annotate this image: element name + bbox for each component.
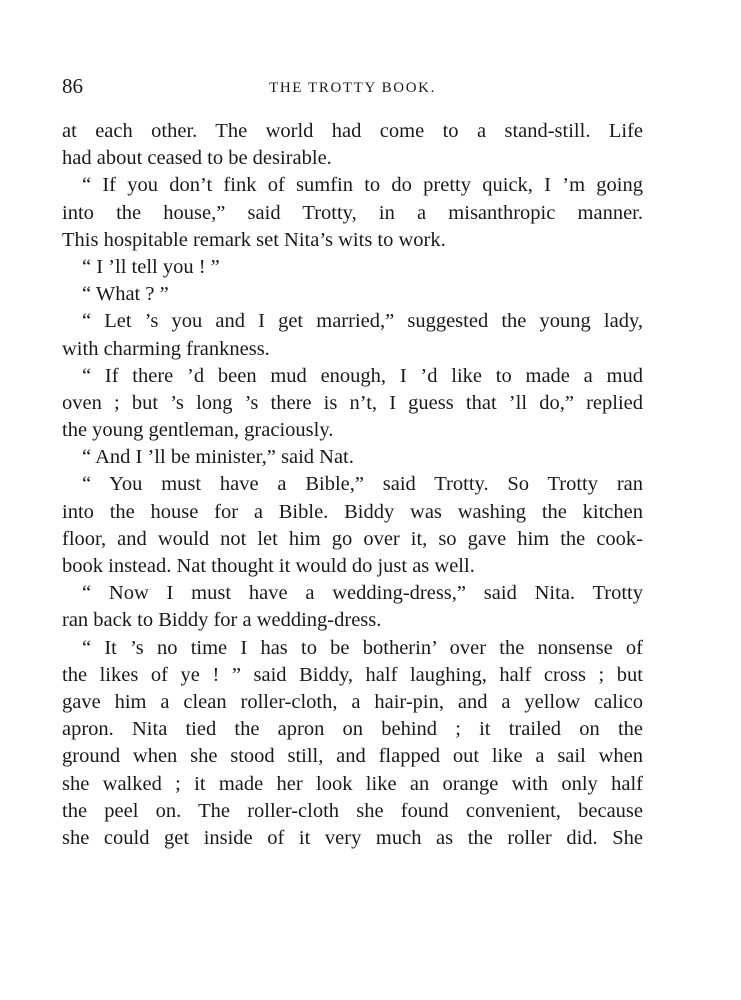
- text-line: she walked ; it made her look like an orange with only half: [62, 772, 643, 795]
- text-line: “ Now I must have a wedding-dress,” said Nita. Trotty: [82, 582, 643, 605]
- text-line: “ If you don’t fink of sumfin to do pretty quick, I ’m going: [82, 174, 643, 197]
- text-line: “ I ’ll tell you ! ”: [82, 255, 220, 278]
- text-line: “ What ? ”: [82, 283, 169, 306]
- text-line: into the house for a Bible. Biddy was washing the kitchen: [62, 500, 643, 523]
- text-line: “ Let ’s you and I get married,” suggested the young lady,: [82, 310, 643, 333]
- text-line: “ It ’s no time I has to be botherin’ over the nonsense of: [82, 636, 643, 659]
- text-line: floor, and would not let him go over it, so gave him the cook-: [62, 527, 643, 550]
- body-text: [62, 118, 643, 852]
- text-line: ran back to Biddy for a wedding-dress.: [62, 609, 382, 632]
- text-line: “ And I ’ll be minister,” said Nat.: [82, 446, 354, 469]
- text-line: with charming frankness.: [62, 337, 270, 360]
- text-line: gave him a clean roller-cloth, a hair-pin, and a yellow calico: [62, 690, 643, 713]
- text-line: This hospitable remark set Nita’s wits to work.: [62, 228, 446, 251]
- page-header: [62, 72, 643, 100]
- text-line: ground when she stood still, and flapped out like a sail when: [62, 745, 643, 768]
- text-line: oven ; but ’s long ’s there is n’t, I guess that ’ll do,” replied: [62, 391, 643, 414]
- page-number: 86: [62, 74, 83, 98]
- text-line: into the house,” said Trotty, in a misanthropic manner.: [62, 201, 643, 224]
- text-line: at each other. The world had come to a stand-still. Life: [62, 120, 643, 142]
- text-line: the likes of ye ! ” said Biddy, half laughing, half cross ; but: [62, 663, 643, 686]
- text-line: the young gentleman, graciously.: [62, 419, 334, 442]
- text-line: “ If there ’d been mud enough, I ’d like to made a mud: [82, 364, 643, 387]
- text-line: apron. Nita tied the apron on behind ; it trailed on the: [62, 718, 643, 741]
- text-line: the peel on. The roller-cloth she found convenient, because: [62, 799, 643, 822]
- text-line: she could get inside of it very much as the roller did. She: [62, 826, 643, 849]
- running-title: THE TROTTY BOOK.: [269, 80, 436, 96]
- text-line: had about ceased to be desirable.: [62, 147, 332, 170]
- text-line: book instead. Nat thought it would do just as well.: [62, 555, 475, 577]
- text-line: “ You must have a Bible,” said Trotty. So Trotty ran: [82, 473, 643, 496]
